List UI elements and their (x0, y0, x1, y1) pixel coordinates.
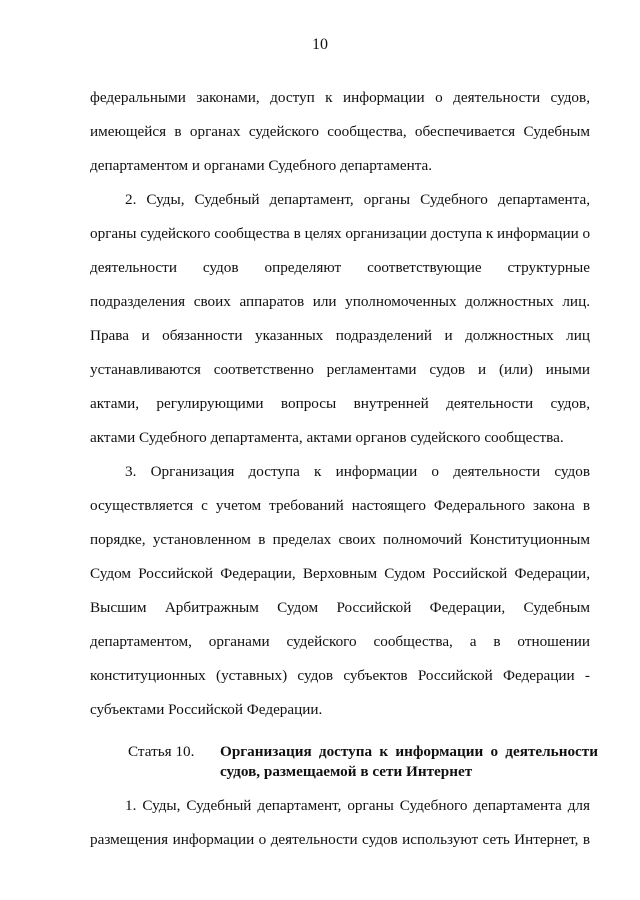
text-line: федеральными законами, доступ к информации о деятельности судов, (90, 89, 590, 106)
text-line: конституционных (уставных) судов субъектов Российской Федерации - (90, 667, 590, 684)
text-line: Судом Российской Федерации, Верховным Судом Российской Федерации, (90, 565, 590, 582)
text-line: 2. Суды, Судебный департамент, органы Судебного департамента, (125, 191, 590, 208)
text-line: органы судейского сообщества в целях организации доступа к информации о (90, 225, 591, 242)
text-line: актами Судебного департамента, актами органов судейского сообщества. (90, 429, 564, 446)
text-line: устанавливаются соответственно регламентами судов и (или) иными (90, 361, 590, 378)
text-line: субъектами Российской Федерации. (90, 701, 323, 718)
text-line: актами, регулирующими вопросы внутренней деятельности судов, (90, 395, 590, 412)
page-number: 10 (312, 36, 328, 53)
article-title (220, 742, 598, 782)
article-number: Статья 10. (128, 743, 195, 760)
text-line: порядке, установленном в пределах своих полномочий Конституционным (90, 531, 590, 548)
text-line: размещения информации о деятельности судов используют сеть Интернет, в (90, 831, 590, 848)
article-title-line: судов, размещаемой в сети Интернет (220, 763, 473, 780)
text-line: осуществляется с учетом требований настоящего Федерального закона в (90, 497, 590, 514)
text-line: имеющейся в органах судейского сообщества, обеспечивается Судебным (90, 123, 590, 140)
text-line: подразделения своих аппаратов или уполномоченных должностных лиц. (90, 293, 590, 310)
text-line: департаментом, органами судейского сообщества, а в отношении (90, 633, 590, 650)
article-title-line: Организация доступа к информации о деятельности (220, 743, 598, 760)
text-line: деятельности судов определяют соответствующие структурные (90, 259, 590, 276)
text-line: 3. Организация доступа к информации о деятельности судов (125, 463, 590, 480)
text-line: департаментом и органами Судебного департамента. (90, 157, 433, 174)
text-line: Высшим Арбитражным Судом Российской Федерации, Судебным (90, 599, 590, 616)
text-line: 1. Суды, Судебный департамент, органы Судебного департамента для (125, 797, 590, 814)
text-line: Права и обязанности указанных подразделений и должностных лиц (90, 327, 590, 344)
